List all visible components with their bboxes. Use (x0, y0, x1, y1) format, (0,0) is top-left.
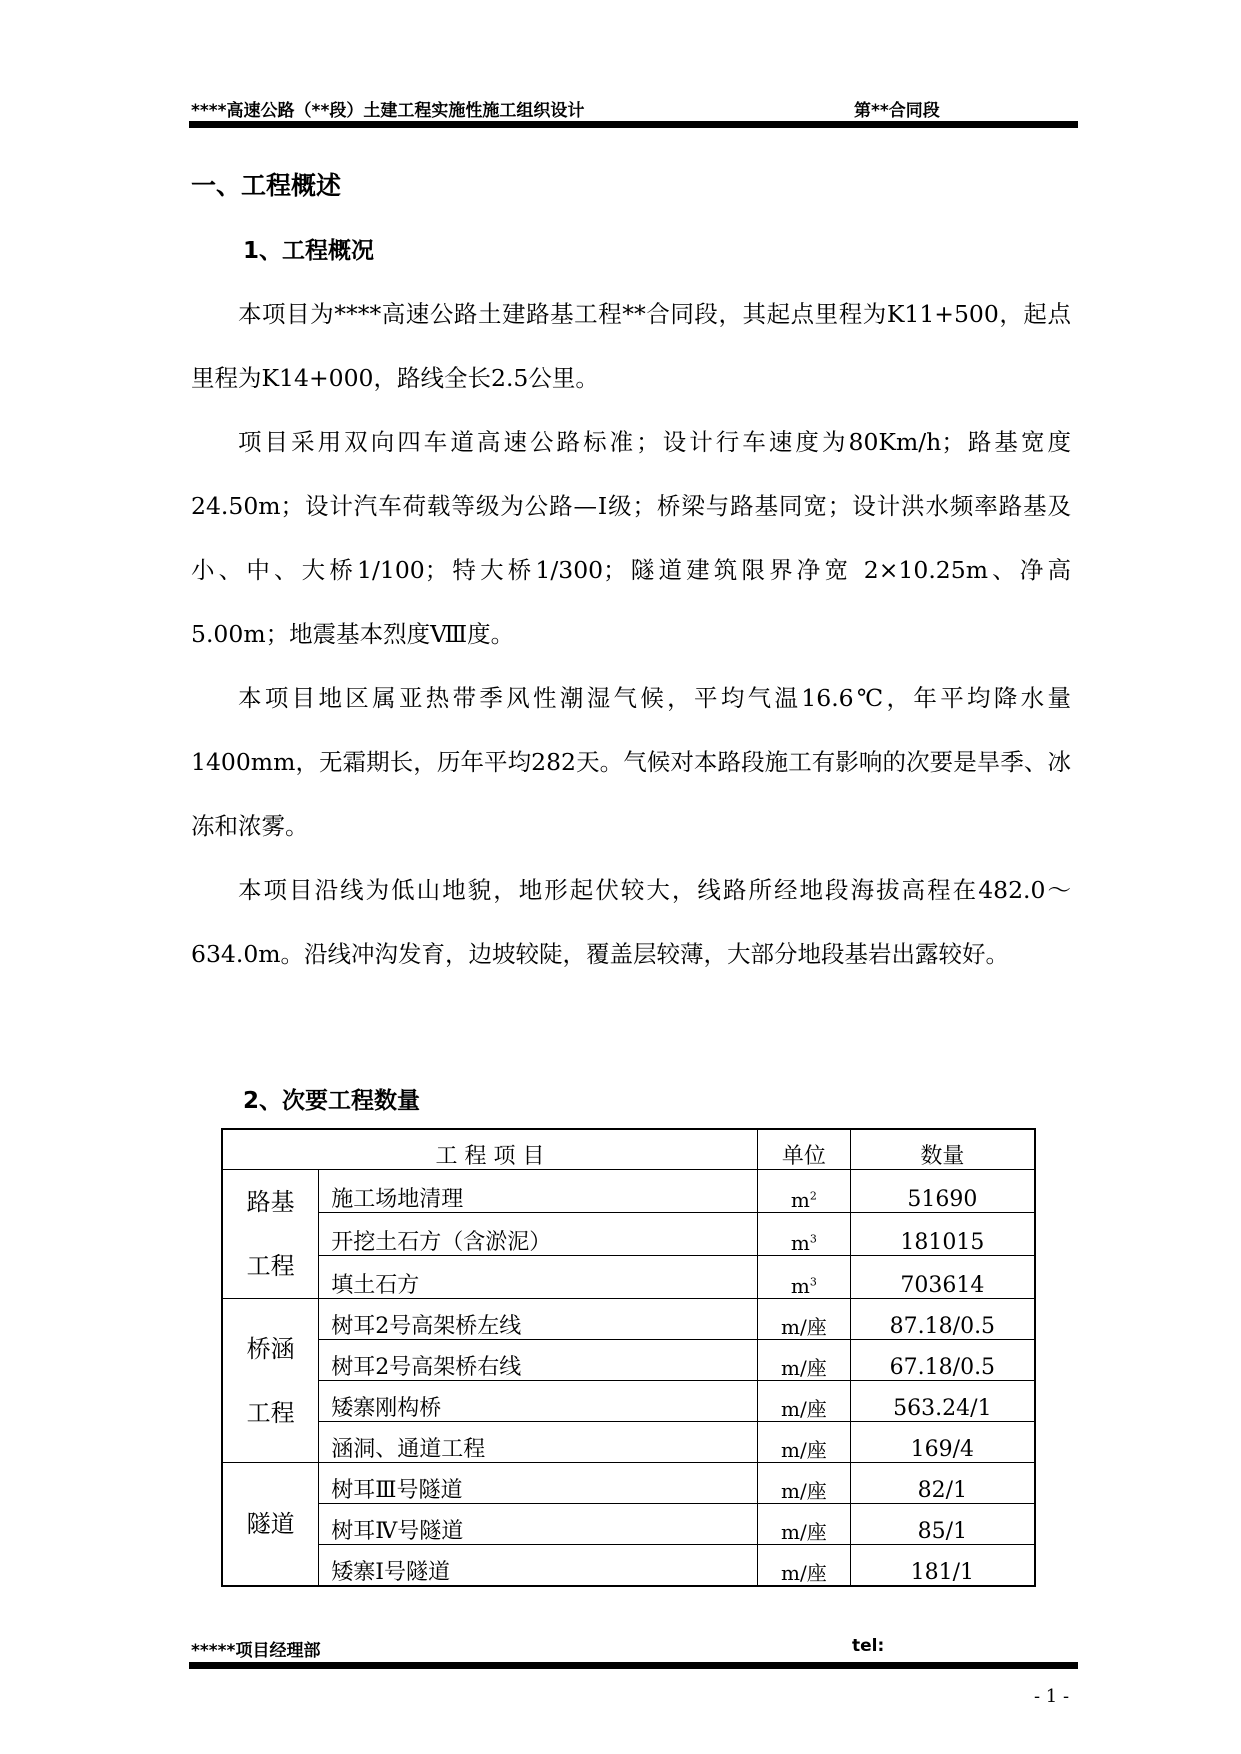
category-cell (222, 1299, 319, 1463)
category-line: 桥涵 (246, 1334, 295, 1363)
category-line: 工程 (246, 1398, 295, 1427)
category-line: 隧道 (246, 1510, 295, 1538)
table-row (222, 1463, 1035, 1504)
paragraph: 项目采用双向四车道高速公路标准；设计行车速度为80Km/h；路基宽度24.50m；设计汽车荷载等级为公路—Ⅰ级；桥梁与路基同宽；设计洪水频率路基及小、中、大桥1/100；特大桥1/300；隧道建筑限界净宽 2×10.25m、净高5.00m；地震基本烈度Ⅷ度。 (191, 428, 1071, 648)
qty-cell: 703614 (850, 1256, 1035, 1299)
unit-cell: $m^2$ (757, 1170, 850, 1213)
item-cell: 树耳Ⅲ号隧道 (319, 1463, 758, 1504)
table-row (222, 1299, 1035, 1340)
qty-cell: 181/1 (850, 1545, 1035, 1587)
category-line: 路基 (246, 1188, 295, 1216)
page-number: - 1 - (1034, 1686, 1070, 1707)
qty-cell: 51690 (850, 1170, 1035, 1213)
item-cell: 树耳Ⅳ号隧道 (319, 1504, 758, 1545)
header-rule (189, 121, 1078, 128)
footer-rule (189, 1662, 1078, 1669)
category-line: 工程 (246, 1252, 295, 1280)
unit-cell: m/座 (757, 1422, 850, 1463)
table-header-row (222, 1129, 1035, 1170)
overview-body (191, 282, 1071, 986)
section-title: 一、工程概述 (191, 171, 342, 200)
qty-cell: 67.18/0.5 (850, 1340, 1035, 1381)
table-row (222, 1170, 1035, 1213)
item-cell: 施工场地清理 (319, 1170, 758, 1213)
table-row (222, 1256, 1035, 1299)
item-cell: 开挖土石方（含淤泥） (319, 1213, 758, 1256)
unit-cell: m/座 (757, 1463, 850, 1504)
qty-cell: 181015 (850, 1213, 1035, 1256)
qty-cell: 169/4 (850, 1422, 1035, 1463)
item-cell: 树耳2号高架桥左线 (319, 1299, 758, 1340)
header-contract: 第**合同段 (854, 101, 940, 121)
qty-cell: 563.24/1 (850, 1381, 1035, 1422)
item-cell: 矮寨Ⅰ号隧道 (319, 1545, 758, 1587)
unit-cell: m/座 (757, 1381, 850, 1422)
table-row (222, 1422, 1035, 1463)
footer-dept: *****项目经理部 (191, 1641, 321, 1661)
footer-tel: tel: (852, 1636, 885, 1656)
subsection-title-overview: 1、工程概况 (243, 238, 375, 264)
item-cell: 矮寨刚构桥 (319, 1381, 758, 1422)
header-item: 工 程 项 目 (222, 1129, 757, 1170)
quantity-table (221, 1128, 1036, 1587)
category-cell (222, 1170, 319, 1299)
unit-cell: $m^3$ (757, 1256, 850, 1299)
qty-cell: 82/1 (850, 1463, 1035, 1504)
header-title: ****高速公路（**段）土建工程实施性施工组织设计 (191, 101, 585, 121)
paragraph: 本项目为****高速公路土建路基工程**合同段，其起点里程为K11+500，起点里程为K14+000，路线全长2.5公里。 (191, 300, 1071, 392)
unit-cell: m/座 (757, 1545, 850, 1587)
paragraph: 本项目地区属亚热带季风性潮湿气候，平均气温16.6℃，年平均降水量1400mm，无霜期长，历年平均282天。气候对本路段施工有影响的次要是旱季、冰冻和浓雾。 (191, 684, 1071, 840)
table-row (222, 1545, 1035, 1587)
unit-cell: m/座 (757, 1504, 850, 1545)
unit-cell: m/座 (757, 1299, 850, 1340)
category-cell (222, 1463, 319, 1587)
unit-cell: $m^3$ (757, 1213, 850, 1256)
table-row (222, 1340, 1035, 1381)
header-unit: 单位 (757, 1129, 850, 1170)
qty-cell: 85/1 (850, 1504, 1035, 1545)
paragraph: 本项目沿线为低山地貌，地形起伏较大，线路所经地段海拔高程在482.0～634.0m。沿线冲沟发育，边坡较陡，覆盖层较薄，大部分地段基岩出露较好。 (191, 876, 1071, 968)
item-cell: 填土石方 (319, 1256, 758, 1299)
item-cell: 涵洞、通道工程 (319, 1422, 758, 1463)
table-row (222, 1504, 1035, 1545)
unit-cell: m/座 (757, 1340, 850, 1381)
table-row (222, 1381, 1035, 1422)
header-qty: 数量 (850, 1129, 1035, 1170)
table-row (222, 1213, 1035, 1256)
subsection-title-quantities: 2、次要工程数量 (243, 1088, 421, 1114)
item-cell: 树耳2号高架桥右线 (319, 1340, 758, 1381)
qty-cell: 87.18/0.5 (850, 1299, 1035, 1340)
